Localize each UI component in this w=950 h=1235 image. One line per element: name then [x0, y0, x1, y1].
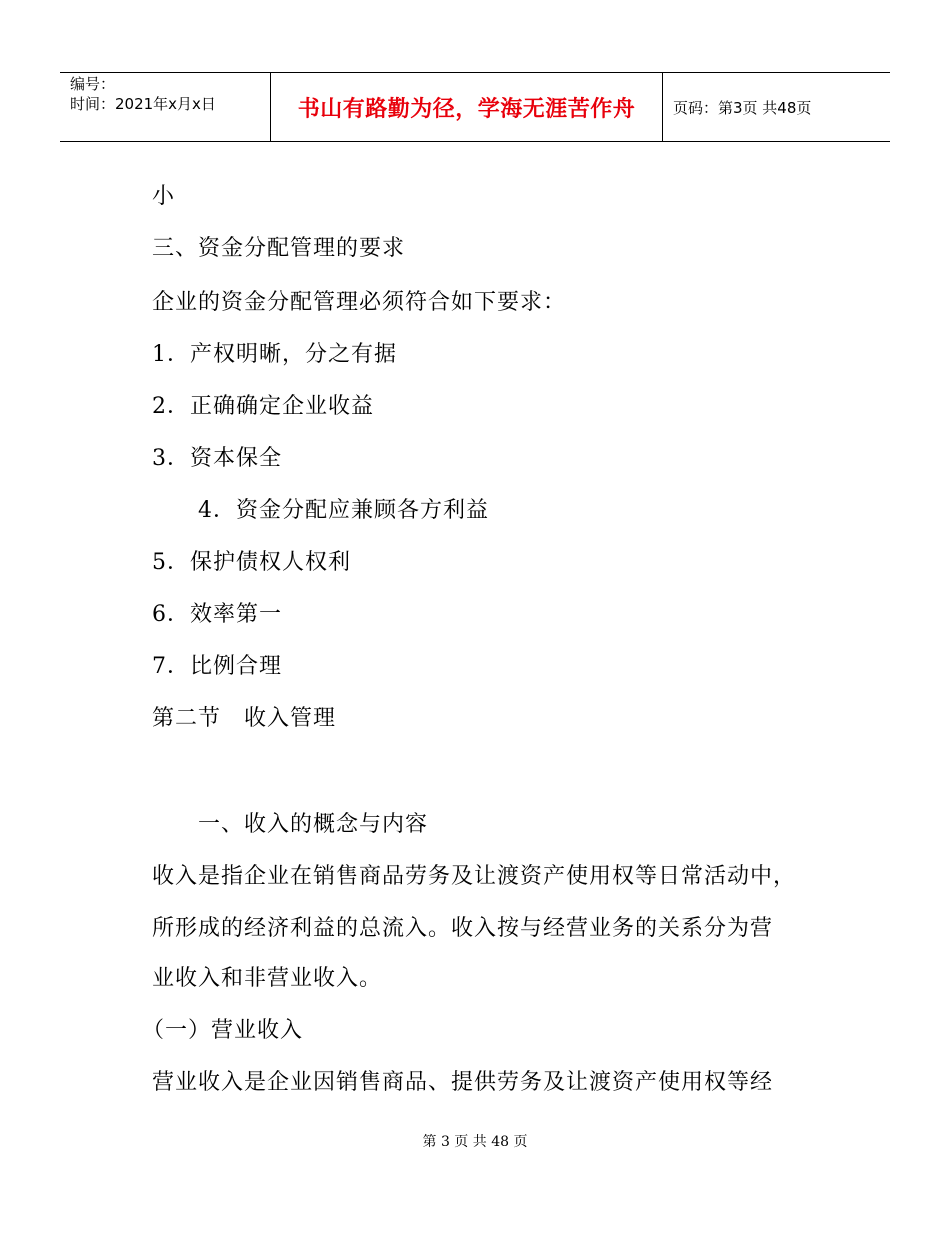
list-item: 2．正确确定企业收益: [152, 394, 374, 419]
section-heading: 一、收入的概念与内容: [198, 812, 429, 837]
header-page-info: 页码：第3页 共48页: [673, 98, 812, 117]
body-line: 营业收入是企业因销售商品、提供劳务及让渡资产使用权等经: [152, 1070, 774, 1095]
list-item: 6．效率第一: [152, 602, 282, 627]
list-item: 5．保护债权人权利: [152, 550, 351, 575]
header-motto: 书山有路勤为径，学海无涯苦作舟: [297, 96, 636, 122]
header-page-cell: [663, 73, 890, 141]
list-item: 7．比例合理: [152, 654, 282, 679]
document-number-label: 编号：: [70, 75, 116, 93]
subsection-heading: （一）营业收入: [142, 1018, 304, 1043]
header-motto-cell: [271, 73, 663, 141]
body-line: 所形成的经济利益的总流入。收入按与经营业务的关系分为营: [152, 916, 774, 941]
body-line: 收入是指企业在销售商品劳务及让渡资产使用权等日常活动中，: [152, 864, 797, 889]
body-line: 企业的资金分配管理必须符合如下要求：: [152, 290, 567, 315]
page-footer: 第 3 页 共 48 页: [422, 1134, 528, 1150]
header-meta-cell: [60, 73, 271, 141]
list-item: 1．产权明晰，分之有据: [152, 342, 397, 367]
body-line: 小: [152, 184, 176, 209]
list-item: 4．资金分配应兼顾各方利益: [198, 498, 489, 523]
body-line: 业收入和非营业收入。: [152, 966, 383, 991]
chapter-section-title: 第二节 收入管理: [152, 706, 337, 731]
section-heading: 三、资金分配管理的要求: [152, 236, 406, 261]
list-item: 3．资本保全: [152, 446, 282, 471]
document-time-label: 时间：2021年x月x日: [70, 95, 216, 113]
page-header: [60, 72, 890, 142]
